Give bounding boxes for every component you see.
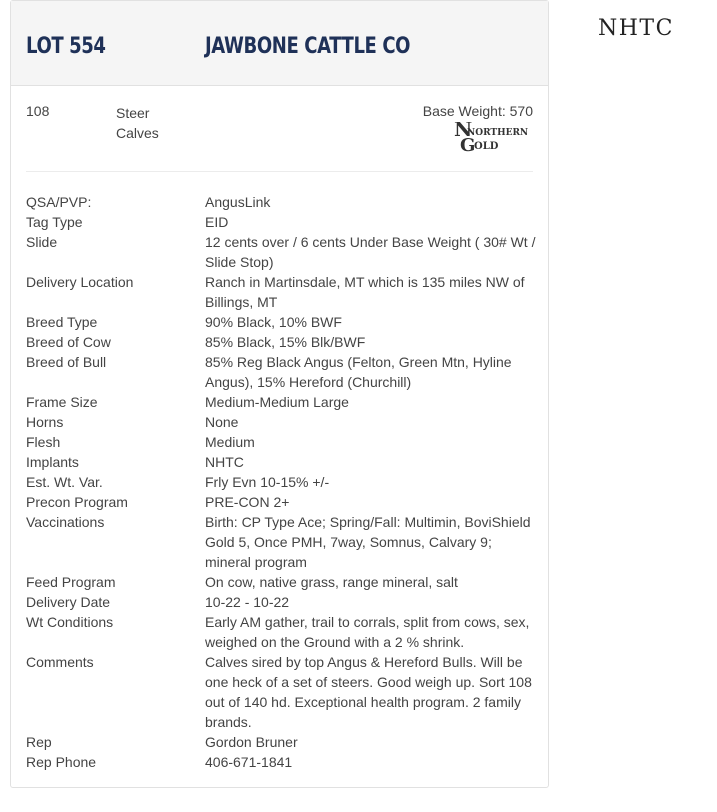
detail-row	[26, 332, 536, 352]
detail-label: Delivery Location	[26, 274, 134, 290]
detail-label: Rep	[26, 734, 52, 750]
detail-row	[26, 752, 536, 772]
detail-label: Delivery Date	[26, 594, 111, 610]
svg-text:OLD: OLD	[474, 141, 499, 152]
detail-row	[26, 312, 536, 332]
detail-value: 85% Black, 15% Blk/BWF	[205, 334, 366, 350]
detail-value: Calves sired by top Angus & Hereford Bulls. Will be one heck of a set of steers. Good weigh up. Sort 108 out of 140 hd. Exceptional health program. 2 family brands.	[205, 654, 532, 730]
detail-value: On cow, native grass, range mineral, salt	[205, 574, 458, 590]
detail-label: Breed of Cow	[26, 334, 111, 350]
detail-value: NHTC	[205, 454, 244, 470]
detail-value: 85% Reg Black Angus (Felton, Green Mtn, Hyline Angus), 15% Hereford (Churchill)	[205, 354, 512, 390]
consignor-name: JAWBONE CATTLE CO	[205, 34, 411, 59]
lot-details	[26, 192, 536, 772]
detail-value: Gordon Bruner	[205, 734, 298, 750]
cattle-kind	[116, 103, 196, 143]
detail-label: Breed of Bull	[26, 354, 107, 370]
detail-label: Feed Program	[26, 574, 116, 590]
detail-row	[26, 592, 536, 612]
detail-value: Medium-Medium Large	[205, 394, 349, 410]
detail-row	[26, 732, 536, 752]
detail-value: 90% Black, 10% BWF	[205, 314, 342, 330]
detail-row	[26, 212, 536, 232]
detail-row	[26, 452, 536, 472]
detail-row	[26, 392, 536, 412]
detail-value: 406-671-1841	[205, 754, 293, 770]
detail-label: Horns	[26, 414, 64, 430]
detail-value: Ranch in Martinsdale, MT which is 135 miles NW of Billings, MT	[205, 274, 525, 310]
detail-value: Medium	[205, 434, 255, 450]
detail-label: QSA/PVP:	[26, 194, 92, 210]
detail-label: Flesh	[26, 434, 61, 450]
head-count: 108	[26, 103, 50, 119]
detail-label: Breed Type	[26, 314, 98, 330]
detail-label: Slide	[26, 234, 58, 250]
detail-label: Rep Phone	[26, 754, 97, 770]
detail-value: Frly Evn 10-15% +/-	[205, 474, 330, 490]
detail-row	[26, 352, 536, 392]
detail-row	[26, 232, 536, 272]
detail-label: Implants	[26, 454, 79, 470]
detail-row	[26, 512, 536, 572]
detail-label: Frame Size	[26, 394, 98, 410]
detail-value: PRE-CON 2+	[205, 494, 290, 510]
logo-text-top: NORTHERN	[467, 128, 529, 138]
detail-label: Vaccinations	[26, 514, 105, 530]
summary-divider	[26, 171, 533, 172]
detail-row	[26, 432, 536, 452]
detail-row	[26, 272, 536, 312]
detail-row	[26, 572, 536, 592]
brand-mark: NHTC	[598, 16, 674, 41]
detail-value: None	[205, 414, 239, 430]
detail-value: 12 cents over / 6 cents Under Base Weight ( 30# Wt / Slide Stop)	[205, 234, 536, 270]
detail-label: Est. Wt. Var.	[26, 474, 103, 490]
detail-label: Wt Conditions	[26, 614, 114, 630]
cattle-kind-line2: Calves	[116, 125, 159, 141]
northern-gold-logo	[452, 122, 532, 154]
lot-header	[11, 1, 548, 86]
lot-card	[10, 0, 549, 788]
detail-label: Tag Type	[26, 214, 83, 230]
detail-row	[26, 612, 536, 652]
detail-value: EID	[205, 214, 229, 230]
lot-summary	[11, 86, 548, 172]
svg-text:N: N	[454, 122, 473, 141]
detail-value: 10-22 - 10-22	[205, 594, 290, 610]
detail-label: Precon Program	[26, 494, 128, 510]
detail-row	[26, 192, 536, 212]
detail-row	[26, 472, 536, 492]
base-weight: Base Weight: 570	[422, 103, 533, 119]
svg-text:G: G	[460, 135, 476, 154]
detail-value: AngusLink	[205, 194, 271, 210]
cattle-kind-line1: Steer	[116, 105, 150, 121]
detail-value: Early AM gather, trail to corrals, split from cows, sex, weighed on the Ground with a 2 % shrink.	[205, 614, 530, 650]
lot-number: LOT 554	[26, 34, 106, 59]
detail-row	[26, 492, 536, 512]
detail-value: Birth: CP Type Ace; Spring/Fall: Multimin, BoviShield Gold 5, Once PMH, 7way, Somnus, Calvary 9; mineral program	[205, 514, 531, 570]
detail-row	[26, 652, 536, 732]
detail-label: Comments	[26, 654, 94, 670]
detail-row	[26, 412, 536, 432]
